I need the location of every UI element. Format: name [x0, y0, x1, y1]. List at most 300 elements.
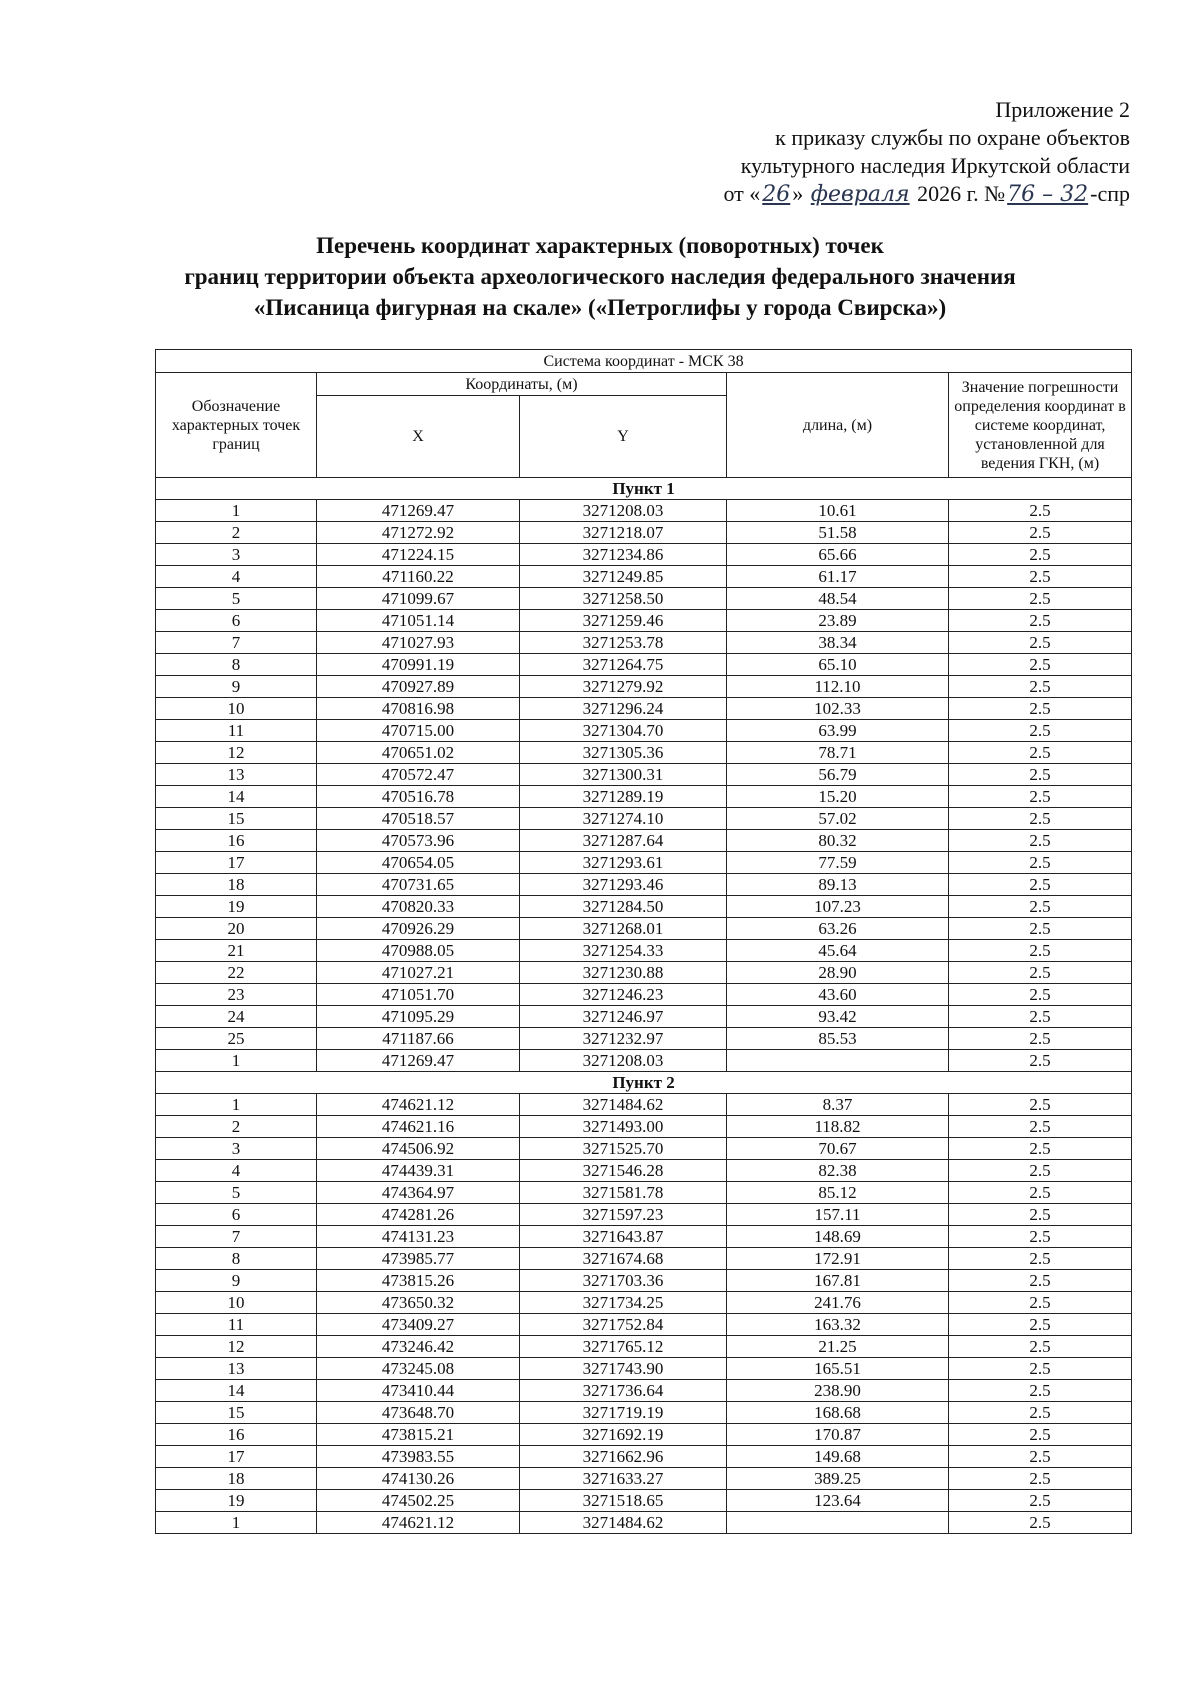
error-cell: 2.5	[949, 588, 1132, 610]
point-number-cell: 2	[156, 522, 317, 544]
error-cell: 2.5	[949, 698, 1132, 720]
length-cell: 23.89	[727, 610, 949, 632]
length-cell: 85.53	[727, 1028, 949, 1050]
x-coordinate-cell: 474621.16	[317, 1116, 520, 1138]
order-suffix: -спр	[1090, 181, 1130, 206]
error-cell: 2.5	[949, 1336, 1132, 1358]
table-row	[156, 984, 1132, 1006]
y-coordinate-cell: 3271493.00	[520, 1116, 727, 1138]
table-row	[156, 742, 1132, 764]
length-cell: 78.71	[727, 742, 949, 764]
error-cell: 2.5	[949, 962, 1132, 984]
point-number-cell: 13	[156, 1358, 317, 1380]
error-cell: 2.5	[949, 1248, 1132, 1270]
point-number-cell: 12	[156, 1336, 317, 1358]
point-number-cell: 5	[156, 1182, 317, 1204]
point-number-cell: 14	[156, 786, 317, 808]
x-coordinate-cell: 471051.70	[317, 984, 520, 1006]
table-row	[156, 918, 1132, 940]
y-coordinate-cell: 3271525.70	[520, 1138, 727, 1160]
x-coordinate-cell: 474130.26	[317, 1468, 520, 1490]
error-cell: 2.5	[949, 610, 1132, 632]
length-cell: 43.60	[727, 984, 949, 1006]
y-coordinate-cell: 3271218.07	[520, 522, 727, 544]
error-cell: 2.5	[949, 522, 1132, 544]
error-cell: 2.5	[949, 1446, 1132, 1468]
x-coordinate-cell: 470820.33	[317, 896, 520, 918]
x-coordinate-cell: 474439.31	[317, 1160, 520, 1182]
table-row	[156, 698, 1132, 720]
error-cell: 2.5	[949, 742, 1132, 764]
table-row	[156, 522, 1132, 544]
error-cell: 2.5	[949, 1160, 1132, 1182]
y-coordinate-cell: 3271484.62	[520, 1512, 727, 1534]
point-number-cell: 1	[156, 1512, 317, 1534]
error-cell: 2.5	[949, 830, 1132, 852]
error-cell: 2.5	[949, 544, 1132, 566]
x-coordinate-cell: 470516.78	[317, 786, 520, 808]
table-row	[156, 1358, 1132, 1380]
order-from-prefix: от «	[723, 181, 761, 206]
y-coordinate-cell: 3271518.65	[520, 1490, 727, 1512]
table-row	[156, 610, 1132, 632]
length-cell: 149.68	[727, 1446, 949, 1468]
y-coordinate-cell: 3271258.50	[520, 588, 727, 610]
table-row	[156, 588, 1132, 610]
error-cell: 2.5	[949, 1468, 1132, 1490]
x-coordinate-cell: 471272.92	[317, 522, 520, 544]
appendix-line-1: Приложение 2	[995, 97, 1130, 122]
x-coordinate-cell: 473246.42	[317, 1336, 520, 1358]
table-row	[156, 1512, 1132, 1534]
table-row	[156, 1380, 1132, 1402]
col-header-length: длина, (м)	[727, 373, 949, 478]
error-cell: 2.5	[949, 1358, 1132, 1380]
error-cell: 2.5	[949, 918, 1132, 940]
point-number-cell: 12	[156, 742, 317, 764]
y-coordinate-cell: 3271279.92	[520, 676, 727, 698]
y-coordinate-cell: 3271597.23	[520, 1204, 727, 1226]
length-cell: 61.17	[727, 566, 949, 588]
point-number-cell: 16	[156, 1424, 317, 1446]
point-number-cell: 18	[156, 1468, 317, 1490]
point-number-cell: 15	[156, 1402, 317, 1424]
y-coordinate-cell: 3271703.36	[520, 1270, 727, 1292]
y-coordinate-cell: 3271743.90	[520, 1358, 727, 1380]
table-row	[156, 786, 1132, 808]
section-title: Пункт 1	[156, 478, 1132, 500]
length-cell: 8.37	[727, 1094, 949, 1116]
point-number-cell: 24	[156, 1006, 317, 1028]
table-row	[156, 1094, 1132, 1116]
order-year-text: 2026 г. №	[917, 181, 1006, 206]
x-coordinate-cell: 471099.67	[317, 588, 520, 610]
error-cell: 2.5	[949, 1204, 1132, 1226]
x-coordinate-cell: 474621.12	[317, 1094, 520, 1116]
error-cell: 2.5	[949, 566, 1132, 588]
error-cell: 2.5	[949, 1380, 1132, 1402]
error-cell: 2.5	[949, 874, 1132, 896]
x-coordinate-cell: 473410.44	[317, 1380, 520, 1402]
table-row	[156, 1336, 1132, 1358]
point-number-cell: 5	[156, 588, 317, 610]
x-coordinate-cell: 474506.92	[317, 1138, 520, 1160]
table-row	[156, 874, 1132, 896]
x-coordinate-cell: 470988.05	[317, 940, 520, 962]
table-row	[156, 896, 1132, 918]
length-cell: 57.02	[727, 808, 949, 830]
x-coordinate-cell: 470715.00	[317, 720, 520, 742]
table-row	[156, 1402, 1132, 1424]
error-cell: 2.5	[949, 1424, 1132, 1446]
table-row	[156, 1314, 1132, 1336]
table-row	[156, 676, 1132, 698]
y-coordinate-cell: 3271581.78	[520, 1182, 727, 1204]
x-coordinate-cell: 474364.97	[317, 1182, 520, 1204]
x-coordinate-cell: 471160.22	[317, 566, 520, 588]
length-cell: 157.11	[727, 1204, 949, 1226]
error-cell: 2.5	[949, 676, 1132, 698]
y-coordinate-cell: 3271253.78	[520, 632, 727, 654]
table-row	[156, 1446, 1132, 1468]
col-header-coords: Координаты, (м)	[317, 373, 727, 396]
table-row	[156, 1050, 1132, 1072]
error-cell: 2.5	[949, 1094, 1132, 1116]
length-cell: 65.10	[727, 654, 949, 676]
length-cell: 148.69	[727, 1226, 949, 1248]
length-cell: 102.33	[727, 698, 949, 720]
section-header-row	[156, 1072, 1132, 1094]
x-coordinate-cell: 470573.96	[317, 830, 520, 852]
length-cell: 77.59	[727, 852, 949, 874]
x-coordinate-cell: 471269.47	[317, 1050, 520, 1072]
error-cell: 2.5	[949, 808, 1132, 830]
error-cell: 2.5	[949, 1028, 1132, 1050]
table-row	[156, 1028, 1132, 1050]
error-cell: 2.5	[949, 1292, 1132, 1314]
y-coordinate-cell: 3271293.46	[520, 874, 727, 896]
y-coordinate-cell: 3271719.19	[520, 1402, 727, 1424]
point-number-cell: 4	[156, 1160, 317, 1182]
point-number-cell: 19	[156, 896, 317, 918]
table-row	[156, 1160, 1132, 1182]
table-row	[156, 1468, 1132, 1490]
length-cell: 389.25	[727, 1468, 949, 1490]
x-coordinate-cell: 473985.77	[317, 1248, 520, 1270]
x-coordinate-cell: 470926.29	[317, 918, 520, 940]
error-cell: 2.5	[949, 1490, 1132, 1512]
length-cell: 63.26	[727, 918, 949, 940]
x-coordinate-cell: 473245.08	[317, 1358, 520, 1380]
point-number-cell: 8	[156, 1248, 317, 1270]
y-coordinate-cell: 3271304.70	[520, 720, 727, 742]
length-cell: 238.90	[727, 1380, 949, 1402]
table-row	[156, 808, 1132, 830]
x-coordinate-cell: 470927.89	[317, 676, 520, 698]
point-number-cell: 4	[156, 566, 317, 588]
y-coordinate-cell: 3271734.25	[520, 1292, 727, 1314]
y-coordinate-cell: 3271293.61	[520, 852, 727, 874]
length-cell: 21.25	[727, 1336, 949, 1358]
length-cell: 172.91	[727, 1248, 949, 1270]
y-coordinate-cell: 3271289.19	[520, 786, 727, 808]
table-row	[156, 1006, 1132, 1028]
x-coordinate-cell: 471051.14	[317, 610, 520, 632]
table-row	[156, 830, 1132, 852]
y-coordinate-cell: 3271662.96	[520, 1446, 727, 1468]
x-coordinate-cell: 473409.27	[317, 1314, 520, 1336]
y-coordinate-cell: 3271752.84	[520, 1314, 727, 1336]
point-number-cell: 8	[156, 654, 317, 676]
error-cell: 2.5	[949, 1226, 1132, 1248]
length-cell: 56.79	[727, 764, 949, 786]
order-month: февраля	[810, 182, 910, 207]
length-cell: 167.81	[727, 1270, 949, 1292]
x-coordinate-cell: 470991.19	[317, 654, 520, 676]
point-number-cell: 23	[156, 984, 317, 1006]
coordinates-table	[155, 349, 1132, 1534]
error-cell: 2.5	[949, 632, 1132, 654]
length-cell: 82.38	[727, 1160, 949, 1182]
length-cell	[727, 1512, 949, 1534]
point-number-cell: 2	[156, 1116, 317, 1138]
table-row	[156, 1490, 1132, 1512]
x-coordinate-cell: 474281.26	[317, 1204, 520, 1226]
length-cell: 123.64	[727, 1490, 949, 1512]
error-cell: 2.5	[949, 786, 1132, 808]
section-header-row	[156, 478, 1132, 500]
x-coordinate-cell: 474502.25	[317, 1490, 520, 1512]
x-coordinate-cell: 470518.57	[317, 808, 520, 830]
appendix-order-line	[430, 180, 1130, 209]
length-cell: 65.66	[727, 544, 949, 566]
error-cell: 2.5	[949, 1116, 1132, 1138]
col-header-y: Y	[520, 396, 727, 478]
point-number-cell: 19	[156, 1490, 317, 1512]
length-cell: 163.32	[727, 1314, 949, 1336]
length-cell: 28.90	[727, 962, 949, 984]
table-row	[156, 764, 1132, 786]
error-cell: 2.5	[949, 654, 1132, 676]
point-number-cell: 14	[156, 1380, 317, 1402]
x-coordinate-cell: 470572.47	[317, 764, 520, 786]
point-number-cell: 1	[156, 500, 317, 522]
table-row	[156, 1226, 1132, 1248]
x-coordinate-cell: 473648.70	[317, 1402, 520, 1424]
point-number-cell: 3	[156, 544, 317, 566]
point-number-cell: 17	[156, 1446, 317, 1468]
point-number-cell: 20	[156, 918, 317, 940]
col-header-error: Значение погрешности определения координат в системе координат, установленной для ведения ГКН, (м)	[949, 373, 1132, 478]
x-coordinate-cell: 471095.29	[317, 1006, 520, 1028]
col-header-x: X	[317, 396, 520, 478]
point-number-cell: 3	[156, 1138, 317, 1160]
table-row	[156, 654, 1132, 676]
y-coordinate-cell: 3271264.75	[520, 654, 727, 676]
error-cell: 2.5	[949, 1402, 1132, 1424]
table-row	[156, 1204, 1132, 1226]
point-number-cell: 18	[156, 874, 317, 896]
y-coordinate-cell: 3271484.62	[520, 1094, 727, 1116]
x-coordinate-cell: 470731.65	[317, 874, 520, 896]
x-coordinate-cell: 471027.21	[317, 962, 520, 984]
error-cell: 2.5	[949, 1270, 1132, 1292]
y-coordinate-cell: 3271208.03	[520, 500, 727, 522]
point-number-cell: 11	[156, 720, 317, 742]
appendix-line-2: к приказу службы по охране объектов	[775, 125, 1130, 150]
length-cell: 80.32	[727, 830, 949, 852]
y-coordinate-cell: 3271736.64	[520, 1380, 727, 1402]
y-coordinate-cell: 3271249.85	[520, 566, 727, 588]
length-cell: 10.61	[727, 500, 949, 522]
table-row	[156, 500, 1132, 522]
x-coordinate-cell: 473815.21	[317, 1424, 520, 1446]
length-cell: 48.54	[727, 588, 949, 610]
y-coordinate-cell: 3271674.68	[520, 1248, 727, 1270]
point-number-cell: 7	[156, 632, 317, 654]
table-row	[156, 1116, 1132, 1138]
length-cell: 45.64	[727, 940, 949, 962]
point-number-cell: 25	[156, 1028, 317, 1050]
point-number-cell: 11	[156, 1314, 317, 1336]
table-row	[156, 1424, 1132, 1446]
table-row	[156, 962, 1132, 984]
length-cell: 15.20	[727, 786, 949, 808]
point-number-cell: 9	[156, 1270, 317, 1292]
y-coordinate-cell: 3271296.24	[520, 698, 727, 720]
point-number-cell: 6	[156, 610, 317, 632]
length-cell: 63.99	[727, 720, 949, 742]
error-cell: 2.5	[949, 940, 1132, 962]
x-coordinate-cell: 471187.66	[317, 1028, 520, 1050]
y-coordinate-cell: 3271692.19	[520, 1424, 727, 1446]
x-coordinate-cell: 470654.05	[317, 852, 520, 874]
point-number-cell: 16	[156, 830, 317, 852]
error-cell: 2.5	[949, 764, 1132, 786]
error-cell: 2.5	[949, 1314, 1132, 1336]
section-title: Пункт 2	[156, 1072, 1132, 1094]
point-number-cell: 21	[156, 940, 317, 962]
length-cell: 85.12	[727, 1182, 949, 1204]
error-cell: 2.5	[949, 984, 1132, 1006]
length-cell: 70.67	[727, 1138, 949, 1160]
title-line-3: «Писаница фигурная на скале» («Петроглифы у города Свирска»)	[253, 295, 947, 320]
point-number-cell: 1	[156, 1094, 317, 1116]
point-number-cell: 7	[156, 1226, 317, 1248]
x-coordinate-cell: 471269.47	[317, 500, 520, 522]
x-coordinate-cell: 470651.02	[317, 742, 520, 764]
point-number-cell: 13	[156, 764, 317, 786]
y-coordinate-cell: 3271246.23	[520, 984, 727, 1006]
length-cell	[727, 1050, 949, 1072]
error-cell: 2.5	[949, 500, 1132, 522]
x-coordinate-cell: 474131.23	[317, 1226, 520, 1248]
y-coordinate-cell: 3271259.46	[520, 610, 727, 632]
table-row	[156, 1270, 1132, 1292]
x-coordinate-cell: 473815.26	[317, 1270, 520, 1292]
y-coordinate-cell: 3271765.12	[520, 1336, 727, 1358]
coordinate-system-header: Система координат - МСК 38	[156, 350, 1132, 373]
length-cell: 241.76	[727, 1292, 949, 1314]
y-coordinate-cell: 3271254.33	[520, 940, 727, 962]
order-quote-close: »	[792, 181, 804, 206]
x-coordinate-cell: 474621.12	[317, 1512, 520, 1534]
point-number-cell: 9	[156, 676, 317, 698]
y-coordinate-cell: 3271232.97	[520, 1028, 727, 1050]
title-line-1: Перечень координат характерных (поворотных) точек	[316, 233, 884, 258]
y-coordinate-cell: 3271305.36	[520, 742, 727, 764]
error-cell: 2.5	[949, 720, 1132, 742]
table-row	[156, 1248, 1132, 1270]
x-coordinate-cell: 471224.15	[317, 544, 520, 566]
appendix-block	[430, 96, 1130, 209]
table-row	[156, 720, 1132, 742]
y-coordinate-cell: 3271246.97	[520, 1006, 727, 1028]
y-coordinate-cell: 3271274.10	[520, 808, 727, 830]
error-cell: 2.5	[949, 1182, 1132, 1204]
error-cell: 2.5	[949, 1050, 1132, 1072]
document-title	[100, 230, 1100, 323]
appendix-line-3: культурного наследия Иркутской области	[740, 153, 1130, 178]
point-number-cell: 6	[156, 1204, 317, 1226]
y-coordinate-cell: 3271546.28	[520, 1160, 727, 1182]
point-number-cell: 22	[156, 962, 317, 984]
length-cell: 51.58	[727, 522, 949, 544]
point-number-cell: 17	[156, 852, 317, 874]
error-cell: 2.5	[949, 896, 1132, 918]
y-coordinate-cell: 3271284.50	[520, 896, 727, 918]
length-cell: 165.51	[727, 1358, 949, 1380]
x-coordinate-cell: 473650.32	[317, 1292, 520, 1314]
table-row	[156, 544, 1132, 566]
point-number-cell: 15	[156, 808, 317, 830]
y-coordinate-cell: 3271230.88	[520, 962, 727, 984]
length-cell: 89.13	[727, 874, 949, 896]
length-cell: 118.82	[727, 1116, 949, 1138]
point-number-cell: 1	[156, 1050, 317, 1072]
table-row	[156, 940, 1132, 962]
length-cell: 93.42	[727, 1006, 949, 1028]
y-coordinate-cell: 3271643.87	[520, 1226, 727, 1248]
error-cell: 2.5	[949, 1138, 1132, 1160]
length-cell: 38.34	[727, 632, 949, 654]
y-coordinate-cell: 3271287.64	[520, 830, 727, 852]
length-cell: 168.68	[727, 1402, 949, 1424]
table-row	[156, 566, 1132, 588]
table-row	[156, 1138, 1132, 1160]
order-number: 76 – 32	[1007, 182, 1089, 207]
x-coordinate-cell: 470816.98	[317, 698, 520, 720]
x-coordinate-cell: 471027.93	[317, 632, 520, 654]
y-coordinate-cell: 3271633.27	[520, 1468, 727, 1490]
table-row	[156, 632, 1132, 654]
y-coordinate-cell: 3271208.03	[520, 1050, 727, 1072]
length-cell: 170.87	[727, 1424, 949, 1446]
table-row	[156, 852, 1132, 874]
title-line-2: границ территории объекта археологического наследия федерального значения	[184, 264, 1016, 289]
point-number-cell: 10	[156, 698, 317, 720]
table-row	[156, 1292, 1132, 1314]
error-cell: 2.5	[949, 1006, 1132, 1028]
coordinates-table-body	[156, 478, 1132, 1534]
length-cell: 107.23	[727, 896, 949, 918]
point-number-cell: 10	[156, 1292, 317, 1314]
y-coordinate-cell: 3271268.01	[520, 918, 727, 940]
y-coordinate-cell: 3271234.86	[520, 544, 727, 566]
y-coordinate-cell: 3271300.31	[520, 764, 727, 786]
x-coordinate-cell: 473983.55	[317, 1446, 520, 1468]
error-cell: 2.5	[949, 852, 1132, 874]
